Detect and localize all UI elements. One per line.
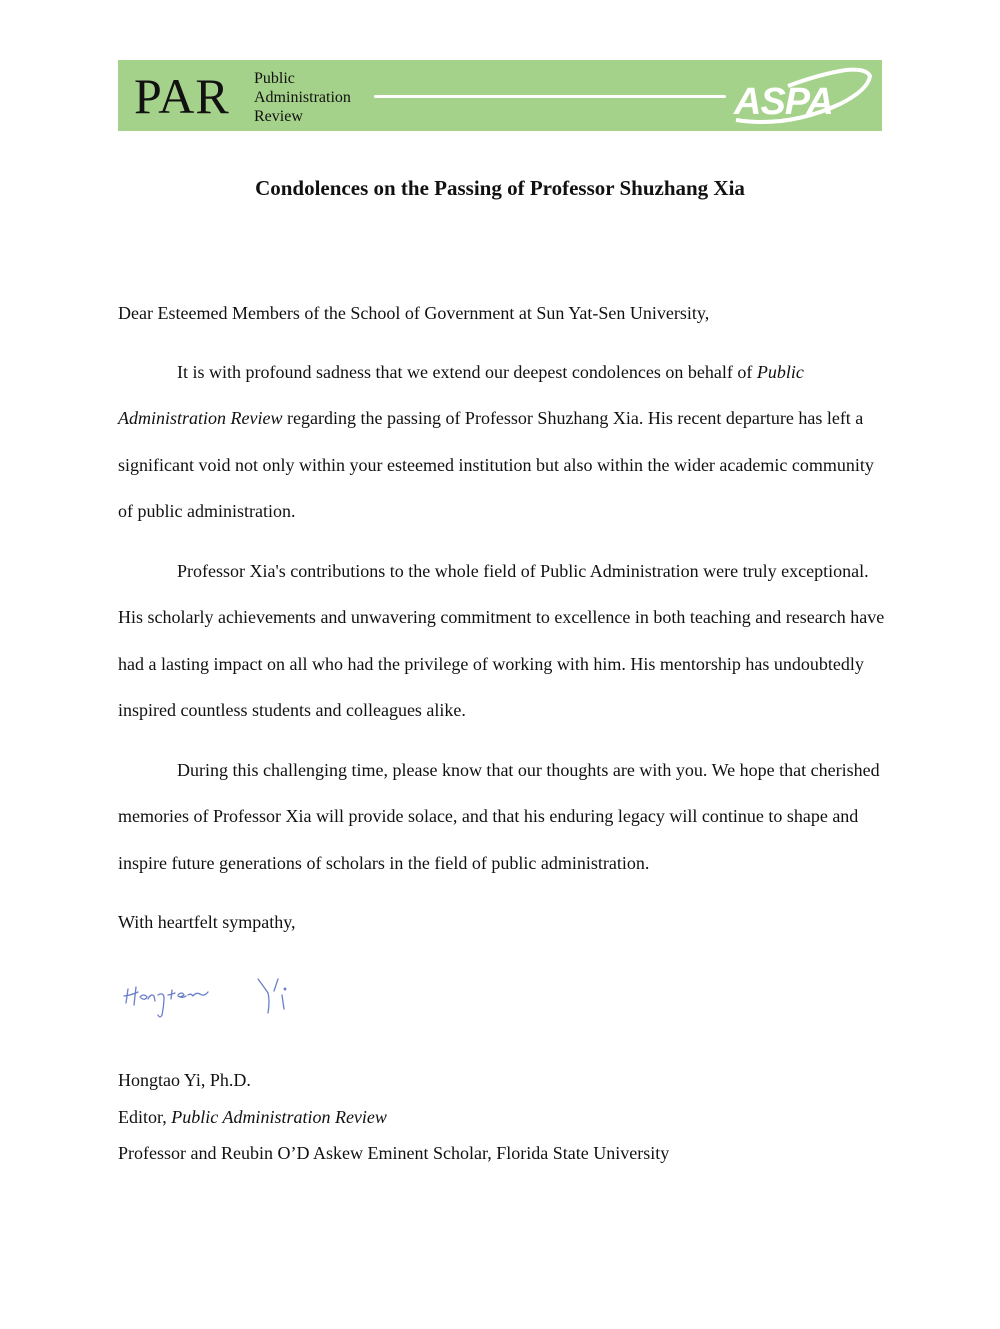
letter-title: Condolences on the Passing of Professor Shuzhang Xia <box>255 176 745 200</box>
par-subtitle <box>254 69 351 126</box>
paragraph-1-text: regarding the passing of Professor Shuzhang Xia. His recent departure has left a significant void not only within your esteemed institution but also within the wider academic community of public administration. <box>118 408 874 521</box>
signatory-block <box>118 1062 669 1172</box>
paragraph-2: Professor Xia's contributions to the whole field of Public Administration were truly exceptional. His scholarly achievements and unwavering commitment to excellence in both teaching and research have had a lasting impact on all who had the privilege of working with him. His mentorship has undoubtedly inspired countless students and colleagues alike. <box>118 561 885 720</box>
signatory-affiliation: Professor and Reubin O’D Askew Eminent Scholar, Florida State University <box>118 1143 670 1163</box>
closing: With heartfelt sympathy, <box>118 912 296 932</box>
aspa-logo <box>728 64 878 126</box>
signatory-name: Hongtao Yi, Ph.D. <box>118 1070 251 1090</box>
signatory-role-prefix: Editor, <box>118 1106 172 1127</box>
paragraph-1 <box>118 349 888 534</box>
handwritten-signature <box>118 965 308 1030</box>
paragraph-1-text: It is with profound sadness that we extend our deepest condolences on behalf of <box>177 362 757 382</box>
signatory-journal: Public Administration Review <box>171 1106 387 1127</box>
par-subtitle-line: Public <box>254 70 295 87</box>
banner-divider <box>374 95 726 98</box>
par-subtitle-line: Review <box>254 108 303 125</box>
svg-text:ASPA: ASPA <box>734 81 833 123</box>
signatory-role <box>118 1099 669 1136</box>
journal-name: Public Administration Review <box>118 362 804 429</box>
par-logo: PAR <box>134 68 230 124</box>
par-subtitle-line: Administration <box>254 89 351 106</box>
paragraph-3: During this challenging time, please know that our thoughts are with you. We hope that cherished memories of Professor Xia will provide solace, and that his enduring legacy will continue to shape and inspire future generations of scholars in the field of public administration. <box>118 760 880 873</box>
journal-banner <box>118 60 882 131</box>
salutation: Dear Esteemed Members of the School of Government at Sun Yat-Sen University, <box>118 303 710 323</box>
